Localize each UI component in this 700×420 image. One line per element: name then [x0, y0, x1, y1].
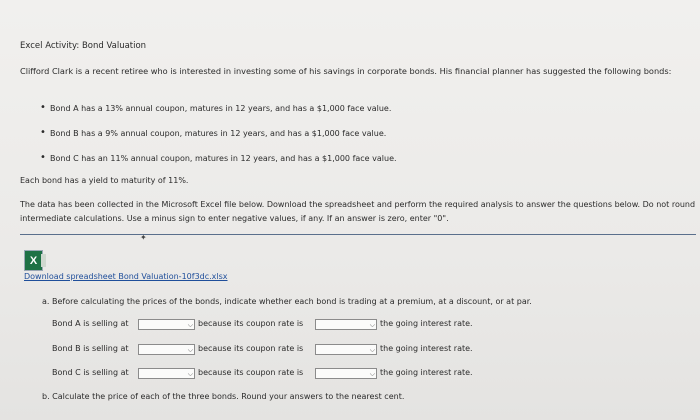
- activity-title: Excel Activity: Bond Valuation: [20, 41, 147, 51]
- bond-b-item: • Bond B has a 9% annual coupon, matures in 12 years, and has a $1,000 face value.: [40, 128, 397, 153]
- bond-c-tail-text: the going interest rate.: [380, 368, 473, 377]
- bond-c-mid-text: because its coupon rate is: [198, 368, 304, 377]
- intro-paragraph: Clifford Clark is a recent retiree who is interested in investing some of his savings in corporate bonds. His financial planner has suggested the following bonds:: [20, 66, 672, 76]
- bond-a-item: • Bond A has a 13% annual coupon, matures in 12 years, and has a $1,000 face value.: [40, 103, 397, 128]
- question-b: b. Calculate the price of each of the three bonds. Round your answers to the nearest cent.: [42, 392, 405, 401]
- bond-b-tail-text: the going interest rate.: [380, 344, 473, 353]
- bond-b-coupon-compare-select[interactable]: [315, 344, 377, 355]
- chevron-down-icon: ⌵: [369, 370, 375, 378]
- bond-c-coupon-compare-select[interactable]: [315, 368, 377, 379]
- bond-a-mid-text: because its coupon rate is: [198, 319, 304, 328]
- excel-file-icon[interactable]: [24, 250, 43, 271]
- bond-list: [40, 103, 397, 178]
- download-spreadsheet-link[interactable]: Download spreadsheet Bond Valuation-10f3dc.xlsx: [24, 272, 228, 281]
- chevron-down-icon: ⌵: [369, 321, 375, 329]
- bond-c-premium-select[interactable]: [138, 368, 195, 379]
- question-a: a. Before calculating the prices of the bonds, indicate whether each bond is trading at a premium, at a discount, or at par.: [42, 297, 532, 306]
- chevron-down-icon: ⌵: [187, 346, 193, 354]
- bond-a-premium-select[interactable]: [138, 319, 195, 330]
- instructions-paragraph: The data has been collected in the Microsoft Excel file below. Download the spreadsheet and perform the required analysis to answer the questions below. Do not round intermediate calculations. Use a minus sign to enter negative values, if any. If an answer is zero, enter "0".: [20, 200, 696, 223]
- bond-c-label: Bond C is selling at: [52, 368, 129, 377]
- mouse-cursor-icon: ✦: [140, 233, 147, 242]
- bond-b-label: Bond B is selling at: [52, 344, 129, 353]
- chevron-down-icon: ⌵: [187, 321, 193, 329]
- bond-b-mid-text: because its coupon rate is: [198, 344, 304, 353]
- download-section: [20, 234, 696, 281]
- bond-a-label: Bond A is selling at: [52, 319, 129, 328]
- bond-a-tail-text: the going interest rate.: [380, 319, 473, 328]
- bond-b-premium-select[interactable]: [138, 344, 195, 355]
- excel-icon-letter: X: [29, 254, 38, 267]
- bond-c-item: • Bond C has an 11% annual coupon, matures in 12 years, and has a $1,000 face value.: [40, 153, 397, 178]
- ytm-statement: Each bond has a yield to maturity of 11%.: [20, 176, 189, 185]
- excel-icon-sheet: [41, 254, 46, 267]
- bond-a-coupon-compare-select[interactable]: [315, 319, 377, 330]
- chevron-down-icon: ⌵: [187, 370, 193, 378]
- chevron-down-icon: ⌵: [369, 346, 375, 354]
